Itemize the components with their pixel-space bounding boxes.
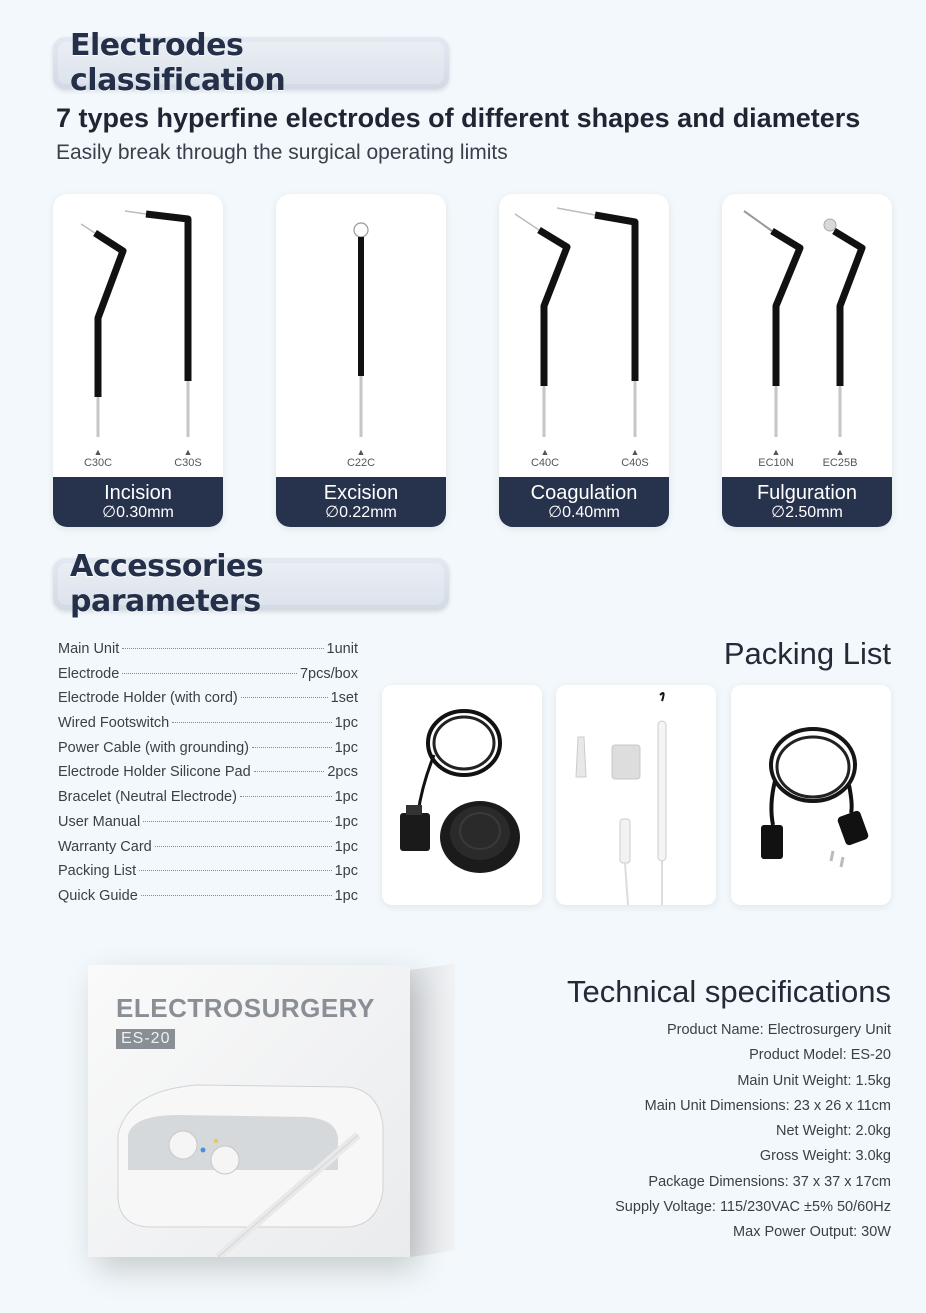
electrode-name: Fulguration: [756, 482, 858, 504]
electrode-name: Excision: [323, 482, 399, 504]
power-cable-photo: [731, 685, 891, 905]
spec-line: Package Dimensions: 37 x 37 x 17cm: [648, 1173, 891, 1190]
spec-line: Product Name: Electrosurgery Unit: [666, 1022, 891, 1038]
main-unit-illustration: [88, 965, 410, 1257]
packing-row: Wired Footswitch 1pc: [58, 715, 358, 732]
packing-row: Electrode 7pcs/box: [58, 665, 358, 682]
electrode-card-excision: [276, 194, 446, 527]
electrode-code: ▲ C30S: [174, 447, 202, 469]
section-title-accessories: Accessories parameters: [58, 563, 444, 605]
electrodes-headline: 7 types hyperfine electrodes of different shapes and diameters: [56, 103, 861, 133]
incision-electrodes-illustration: [53, 194, 223, 474]
electrode-name: Coagulation: [530, 482, 638, 504]
electrode-band: [722, 477, 892, 527]
electrode-code: ▲ C30C: [83, 447, 113, 469]
fulguration-electrodes-illustration: [722, 194, 892, 474]
electrode-holder-photo: [556, 685, 716, 905]
box-brand: ELECTROSURGERY: [116, 993, 375, 1023]
packing-row: Main Unit 1unit: [58, 641, 358, 657]
electrode-code: ▲ EC10N: [758, 447, 794, 469]
electrode-diameter: ∅0.40mm: [548, 504, 620, 521]
electrode-diameter: ∅0.30mm: [102, 504, 174, 521]
section-title-electrodes: Electrodes classification: [58, 42, 444, 84]
tech-specs-title: Technical specifications: [567, 974, 891, 1009]
packing-list: [58, 641, 358, 913]
spec-line: Supply Voltage: 115/230VAC ±5% 50/60Hz: [615, 1199, 891, 1216]
electrode-code: ▲ C22C: [346, 447, 376, 469]
spec-line: Max Power Output: 30W: [733, 1224, 891, 1241]
electrode-band: [499, 477, 669, 527]
spec-line: Gross Weight: 3.0kg: [759, 1148, 891, 1165]
box-model: ES-20: [116, 1029, 175, 1049]
electrode-code: ▲ C40C: [530, 447, 560, 469]
packing-row: Packing List 1pc: [58, 863, 358, 880]
packing-row: User Manual 1pc: [58, 813, 358, 830]
electrode-diameter: ∅0.22mm: [325, 504, 397, 521]
coagulation-electrodes-illustration: [499, 194, 669, 474]
electrodes-subline: Easily break through the surgical operating limits: [56, 141, 508, 164]
section-badge-electrodes: [53, 28, 449, 98]
packing-row: Warranty Card 1pc: [58, 838, 358, 855]
electrode-diameter: ∅2.50mm: [771, 504, 843, 521]
packing-row: Power Cable (with grounding) 1pc: [58, 739, 358, 756]
electrode-card-fulguration: [722, 194, 892, 527]
electrode-band: [53, 477, 223, 527]
packing-row: Bracelet (Neutral Electrode) 1pc: [58, 789, 358, 806]
section-badge-accessories: [53, 549, 449, 619]
packing-row: Electrode Holder (with cord) 1set: [58, 690, 358, 707]
excision-electrode-illustration: [276, 194, 446, 474]
spec-line: Main Unit Weight: 1.5kg: [737, 1072, 891, 1089]
tech-specs-list: [615, 1018, 891, 1246]
spec-line: Main Unit Dimensions: 23 x 26 x 11cm: [644, 1097, 891, 1114]
electrode-card-incision: [53, 194, 223, 527]
footswitch-icon: [382, 685, 542, 905]
electrode-code: ▲ C40S: [621, 447, 649, 469]
electrode-card-coagulation: [499, 194, 669, 527]
packing-row: Electrode Holder Silicone Pad 2pcs: [58, 764, 358, 781]
packing-row: Quick Guide 1pc: [58, 887, 358, 904]
spec-line: Product Model: ES-20: [749, 1047, 891, 1064]
footswitch-photo: [382, 685, 542, 905]
electrode-band: [276, 477, 446, 527]
product-box: [88, 965, 410, 1257]
product-box-side: [410, 964, 455, 1257]
electrode-code: ▲ EC25B: [822, 447, 858, 469]
spec-line: Net Weight: 2.0kg: [776, 1123, 891, 1140]
electrode-name: Incision: [104, 482, 172, 504]
power-cable-icon: [731, 685, 891, 905]
electrode-holder-icon: [556, 685, 716, 905]
packing-list-title: Packing List: [723, 636, 891, 671]
